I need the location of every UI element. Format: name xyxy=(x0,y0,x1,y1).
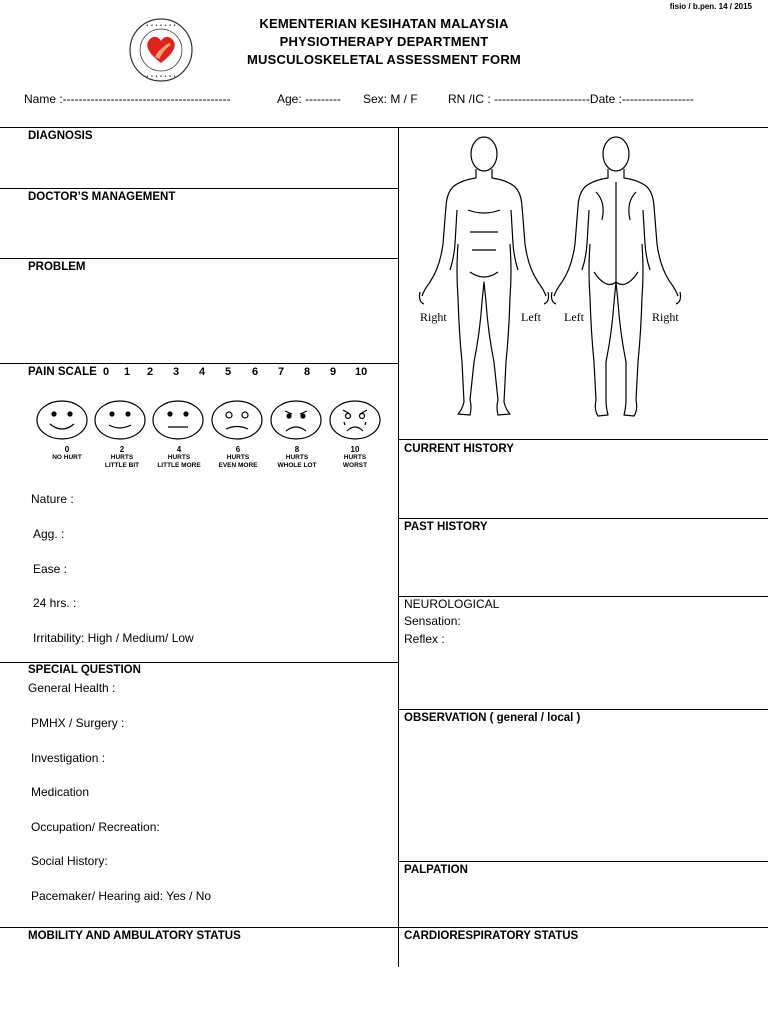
problem-heading: PROBLEM xyxy=(28,261,86,273)
department-title: PHYSIOTHERAPY DEPARTMENT xyxy=(279,34,489,49)
palpation-heading: PALPATION xyxy=(404,864,468,876)
24hrs-field[interactable]: 24 hrs. : xyxy=(33,596,77,610)
pain-number: 6 xyxy=(252,366,259,378)
pain-number: 9 xyxy=(330,366,337,378)
special-question-heading: SPECIAL QUESTION xyxy=(28,664,141,676)
name-field[interactable]: Name :------------------------------------------ xyxy=(24,92,231,106)
pain-number: 2 xyxy=(147,366,154,378)
face-caption-4: 4 HURTS LITTLE MORE xyxy=(157,445,201,469)
divider xyxy=(0,258,398,259)
divider xyxy=(398,518,768,519)
rn-ic-date-field[interactable]: RN /IC : ------------------------Date :------------------ xyxy=(448,92,694,106)
divider xyxy=(0,188,398,189)
pacemaker-field[interactable]: Pacemaker/ Hearing aid: Yes / No xyxy=(31,889,212,903)
column-divider xyxy=(398,127,399,967)
back-right-label: Right xyxy=(652,310,679,324)
pain-number: 3 xyxy=(173,366,180,378)
divider xyxy=(398,709,768,710)
form-reference: fisio / b.pen. 14 / 2015 xyxy=(669,2,752,11)
sex-field[interactable]: Sex: M / F xyxy=(363,92,418,106)
investigation-field[interactable]: Investigation : xyxy=(31,751,106,765)
ease-field[interactable]: Ease : xyxy=(33,562,68,576)
divider xyxy=(0,927,768,928)
occupation-field[interactable]: Occupation/ Recreation: xyxy=(31,820,160,834)
reflex-field[interactable]: Reflex : xyxy=(404,632,445,646)
front-right-label: Right xyxy=(420,310,447,324)
face-caption-0: 0 NO HURT xyxy=(52,445,82,461)
agg-field[interactable]: Agg. : xyxy=(33,527,65,541)
face-caption-2: 2 HURTS LITTLE BIT xyxy=(104,445,140,469)
pain-number: 0 xyxy=(103,366,110,378)
svg-text:• • • • • • •: • • • • • • • xyxy=(145,74,177,80)
divider xyxy=(0,363,398,364)
observation-heading: OBSERVATION ( general / local ) xyxy=(404,712,581,724)
pain-number: 1 xyxy=(124,366,131,378)
pain-number: 4 xyxy=(199,366,206,378)
cardiorespiratory-heading: CARDIORESPIRATORY STATUS xyxy=(404,930,579,942)
ministry-title: KEMENTERIAN KESIHATAN MALAYSIA xyxy=(259,16,509,31)
diagnosis-heading: DIAGNOSIS xyxy=(28,130,93,142)
divider xyxy=(398,439,768,440)
age-field[interactable]: Age: --------- xyxy=(277,92,341,106)
pain-number: 5 xyxy=(225,366,232,378)
neurological-heading: NEUROLOGICAL xyxy=(404,597,500,611)
face-caption-6: 6 HURTS EVEN MORE xyxy=(218,445,258,469)
current-history-heading: CURRENT HISTORY xyxy=(404,443,514,455)
divider xyxy=(0,662,398,663)
front-left-label: Left xyxy=(521,310,541,324)
pain-number: 10 xyxy=(355,366,368,378)
sensation-field[interactable]: Sensation: xyxy=(404,614,461,628)
pain-number: 8 xyxy=(304,366,311,378)
nature-field[interactable]: Nature : xyxy=(31,492,74,506)
pmhx-field[interactable]: PMHX / Surgery : xyxy=(31,716,125,730)
top-rule xyxy=(0,127,768,128)
general-health-field[interactable]: General Health : xyxy=(28,681,116,695)
irritability-field[interactable]: Irritability: High / Medium/ Low xyxy=(33,631,194,645)
back-left-label: Left xyxy=(564,310,584,324)
mobility-heading: MOBILITY AND AMBULATORY STATUS xyxy=(28,930,241,942)
pain-faces xyxy=(30,396,385,444)
face-caption-10: 10 HURTS WORST xyxy=(342,445,368,469)
pain-number: 7 xyxy=(278,366,285,378)
svg-text:• • • • • • •: • • • • • • • xyxy=(145,23,177,29)
form-title: MUSCULOSKELETAL ASSESSMENT FORM xyxy=(247,52,521,67)
medication-field[interactable]: Medication xyxy=(31,785,90,799)
body-chart[interactable] xyxy=(410,132,690,422)
pain-scale-heading: PAIN SCALE xyxy=(28,366,97,378)
past-history-heading: PAST HISTORY xyxy=(404,521,488,533)
face-caption-8: 8 HURTS WHOLE LOT xyxy=(277,445,317,469)
doctors-management-heading: DOCTOR’S MANAGEMENT xyxy=(28,191,176,203)
divider xyxy=(398,861,768,862)
social-history-field[interactable]: Social History: xyxy=(31,854,108,868)
